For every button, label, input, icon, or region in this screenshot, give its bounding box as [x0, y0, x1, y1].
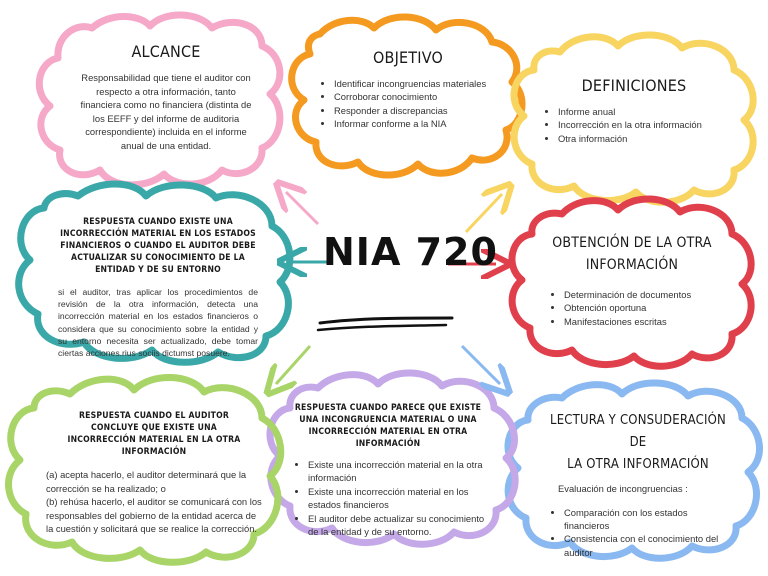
- definiciones-title: DEFINICIONES: [581, 76, 687, 95]
- arrow-to-lectura: [462, 346, 500, 384]
- objetivo-item: • Corroborar conocimiento: [334, 90, 500, 103]
- objetivo-title: OBJETIVO: [372, 48, 444, 67]
- alcance-text: Responsabilidad que tiene el auditor con respecto a otra información, tanto financiera como no financiera (distinta de los EEFF y del informe de auditoria correspondiente) incluida en el informe anual de una entidad.: [80, 72, 252, 151]
- obtencion-item: • Manifestaciones escritas: [564, 315, 718, 328]
- lectura-item: • Consistencia con el conocimiento del auditor: [564, 532, 730, 559]
- definiciones-item: • Incorrección en la otra información: [558, 118, 728, 131]
- alcance-title: ALCANCE: [131, 42, 201, 61]
- objetivo-item: • Responder a discrepancias: [334, 104, 500, 117]
- arrow-to-definiciones: [466, 194, 502, 232]
- parece-box: [290, 402, 486, 538]
- estados-text: si el auditor, tras aplicar los procedimientos de revisión de la otra información, detecta una incorrección material en los estados financieros o considera que su conocimiento sobre la entidad y su entorno necesita ser actualizado, debe tomar ciertas acciones.rius sociis dictumst posuere.: [58, 287, 258, 359]
- parece-title: RESPUESTA CUANDO PARECE QUE EXISTE UNA INCONGRUENCIA MATERIAL O UNA INCORRECCIÓN MATERIAL EN OTRA INFORMACIÓN: [294, 403, 482, 449]
- definiciones-list: [540, 105, 728, 145]
- definiciones-box: [540, 76, 728, 145]
- lectura-title-line2: LA OTRA INFORMACIÓN: [567, 457, 709, 472]
- lectura-box: [546, 410, 730, 559]
- objetivo-box: [316, 48, 500, 131]
- arrow-to-concluye: [276, 346, 310, 384]
- objetivo-item: • Identificar incongruencias materiales: [334, 77, 500, 90]
- lectura-item: • Comparación con los estados financieros: [564, 506, 730, 533]
- concluye-title: RESPUESTA CUANDO EL AUDITOR CONCLUYE QUE EXISTE UNA INCORRECCIÓN MATERIAL EN LA OTRA INFORMACIÓN: [67, 411, 241, 457]
- objetivo-item: • Informar conforme a la NIA: [334, 117, 500, 130]
- obtencion-list: [546, 288, 718, 328]
- lectura-intro: Evaluación de incongruencias :: [558, 483, 688, 494]
- parece-item: • Existe una incorrección material en los estados financieros: [308, 485, 486, 512]
- objetivo-list: [316, 77, 500, 131]
- alcance-box: [80, 42, 252, 153]
- definiciones-item: • Otra información: [558, 132, 728, 145]
- main-title: NIA 720: [323, 230, 498, 274]
- obtencion-item: • Obtención oportuna: [564, 301, 718, 314]
- parece-item: • Existe una incorrección material en la otra información: [308, 458, 486, 485]
- parece-list: [290, 458, 486, 538]
- concluye-text-a: (a) acepta hacerlo, el auditor determinará que la corrección se ha realizado; o: [46, 469, 247, 494]
- definiciones-item: • Informe anual: [558, 105, 728, 118]
- concluye-box: [46, 410, 262, 536]
- parece-item: • El auditor debe actualizar su conocimiento de la entidad y de su entorno.: [308, 512, 486, 539]
- concluye-text-b: (b) rehúsa hacerlo, el auditor se comunicará con los responsables del gobierno de la entidad acerca de la cuestión y solicitará que se realice la corrección.: [46, 496, 262, 535]
- lectura-title-line1: LECTURA Y CONSUDERACIÓN DE: [550, 413, 726, 450]
- lectura-list: [546, 506, 730, 560]
- obtencion-box: [546, 232, 718, 328]
- obtencion-item: • Determinación de documentos: [564, 288, 718, 301]
- estados-box: [58, 216, 258, 359]
- title-underline-2: [318, 325, 446, 330]
- arrow-to-alcance: [286, 192, 318, 224]
- obtencion-title-line1: OBTENCIÓN DE LA OTRA: [552, 235, 712, 251]
- title-underline-1: [320, 318, 452, 323]
- obtencion-title-line2: INFORMACIÓN: [585, 257, 679, 273]
- estados-title: RESPUESTA CUANDO EXISTE UNA INCORRECCIÓN MATERIAL EN LOS ESTADOS FINANCIEROS O CUANDO EL AUDITOR DEBE ACTUALIZAR SU CONOCIMIENTO DE LA ENTIDAD Y DE SU ENTORNO: [60, 217, 256, 275]
